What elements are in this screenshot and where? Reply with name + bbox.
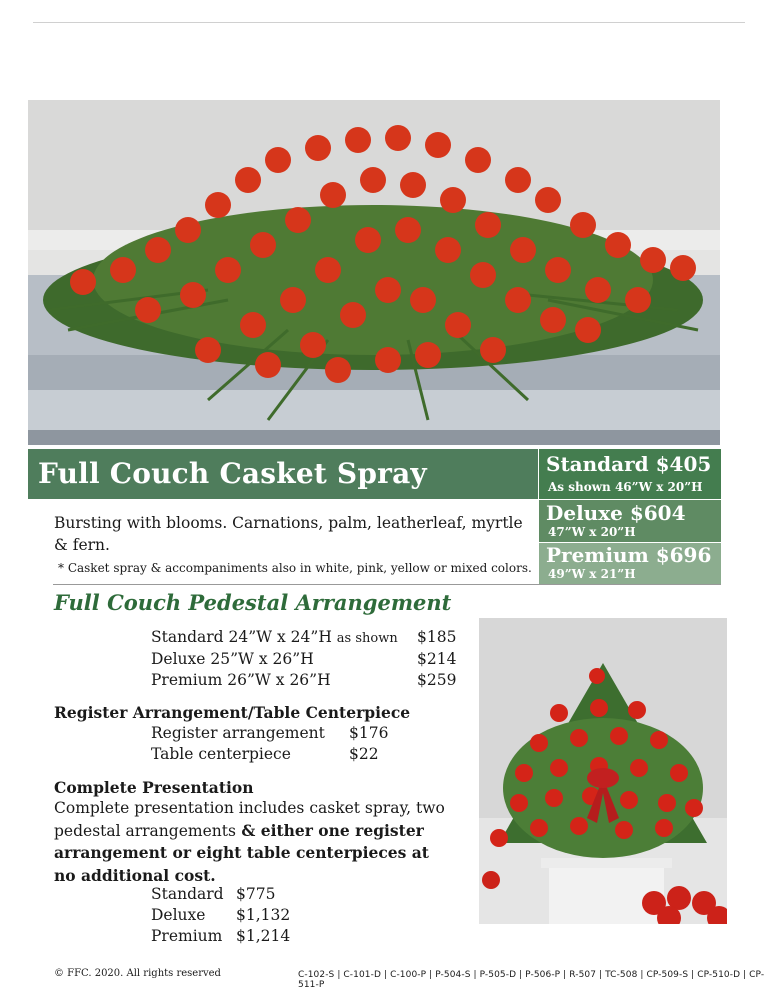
complete-row-price: $1,132 xyxy=(236,906,291,924)
register-row-price: $22 xyxy=(349,745,379,763)
pedestal-row-price: $259 xyxy=(417,671,457,689)
casket-spray-photo xyxy=(28,100,720,445)
tier-deluxe-price: Deluxe $604 xyxy=(546,501,686,525)
pedestal-row-label: Standard 24”W x 24”H xyxy=(151,628,332,646)
product-description: Bursting with blooms. Carnations, palm, leatherleaf, myrtle & fern. xyxy=(54,514,523,554)
tier-premium xyxy=(539,543,721,584)
tier-deluxe-dimensions: 47”W x 20”H xyxy=(548,525,636,539)
complete-row-label: Standard xyxy=(151,885,224,903)
product-codes: C-102-S | C-101-D | C-100-P | P-504-S | P-505-D | P-506-P | R-507 | TC-508 | CP-509-S | CP-510-D | CP-511-P xyxy=(298,970,765,990)
complete-row-price: $775 xyxy=(236,885,276,903)
product-title-band xyxy=(28,449,538,499)
tier-standard-dimensions: As shown 46”W x 20”H xyxy=(548,480,703,494)
pedestal-arrangement-photo xyxy=(479,618,727,924)
register-row-label: Register arrangement xyxy=(151,724,325,742)
register-row-price: $176 xyxy=(349,724,389,742)
pedestal-row-label: Deluxe 25”W x 26”H xyxy=(151,650,314,668)
pedestal-row-price: $214 xyxy=(417,650,457,668)
register-row-label: Table centerpiece xyxy=(151,745,291,763)
complete-heading: Complete Presentation xyxy=(54,778,254,797)
complete-description xyxy=(54,798,454,887)
pedestal-row-price: $185 xyxy=(417,628,457,646)
pedestal-title: Full Couch Pedestal Arrangement xyxy=(54,590,452,615)
complete-description-plain: Complete presentation includes casket spray, two pedestal arrangements xyxy=(54,799,445,840)
pedestal-row-label: Premium 26”W x 26”H xyxy=(151,671,331,689)
color-note: * Casket spray & accompaniments also in white, pink, yellow or mixed colors. xyxy=(58,561,532,575)
pedestal-row-suffix: as shown xyxy=(336,631,398,646)
tier-standard xyxy=(539,449,721,499)
tier-standard-price: Standard $405 xyxy=(546,452,712,476)
tier-premium-dimensions: 49”W x 21”H xyxy=(548,567,636,581)
tier-premium-price: Premium $696 xyxy=(546,543,712,567)
tier-deluxe xyxy=(539,500,721,542)
section-divider xyxy=(53,584,721,585)
complete-row-label: Premium xyxy=(151,927,223,945)
copyright: © FFC. 2020. All rights reserved xyxy=(54,968,221,979)
complete-description-bold: & either one register arrangement or eight table centerpieces at no additional cost. xyxy=(54,820,429,885)
complete-row-label: Deluxe xyxy=(151,906,206,924)
product-title: Full Couch Casket Spray xyxy=(38,457,427,490)
complete-row-price: $1,214 xyxy=(236,927,291,945)
register-heading: Register Arrangement/Table Centerpiece xyxy=(54,703,411,722)
pedestal-row xyxy=(151,628,398,646)
top-divider xyxy=(33,22,745,23)
